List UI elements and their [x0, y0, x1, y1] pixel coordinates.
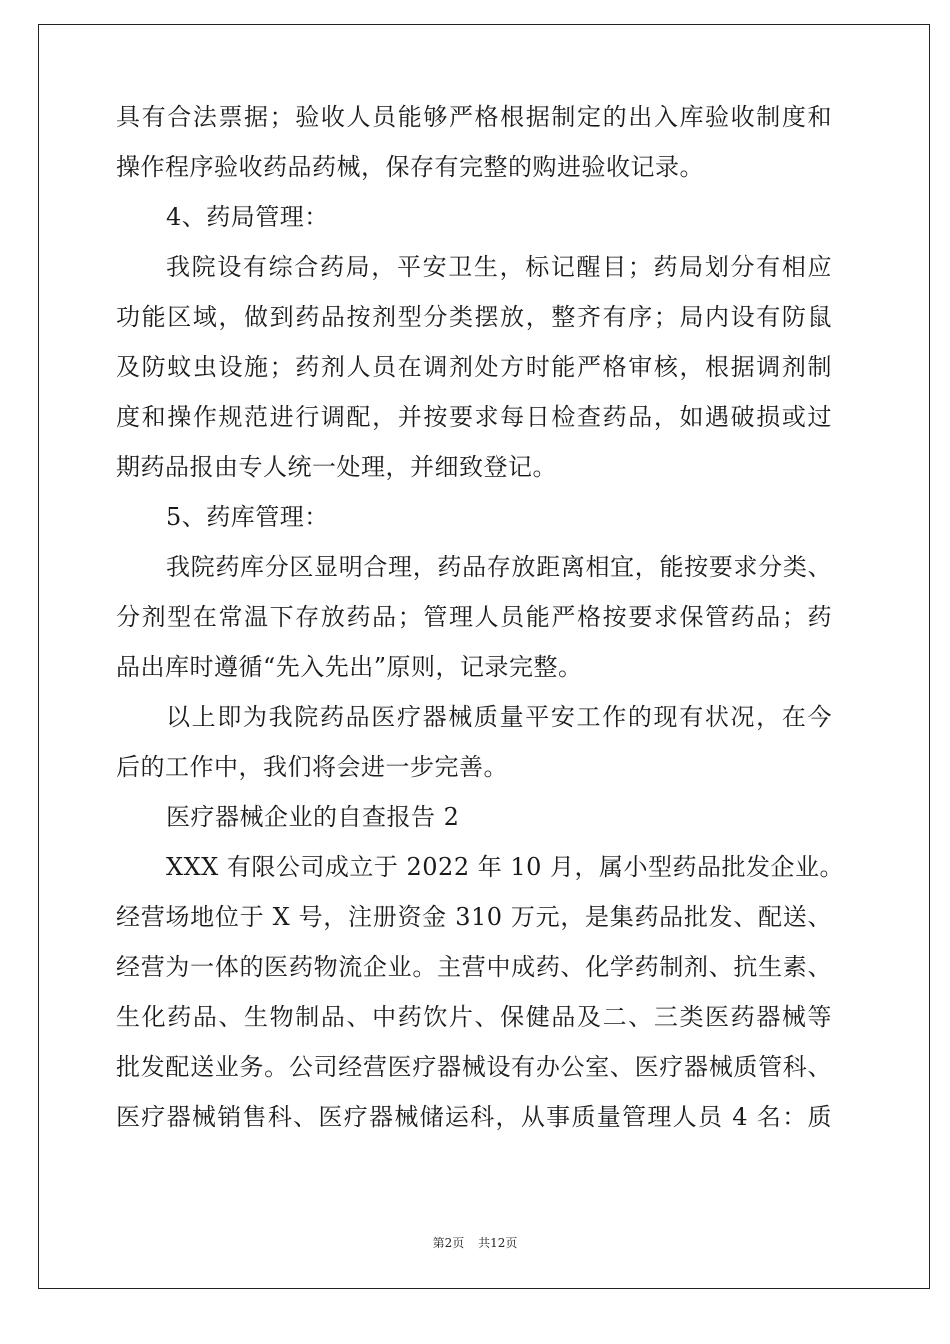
text-line: 经营为一体的医药物流企业。主营中成药、化学药制剂、抗生素、	[116, 953, 832, 981]
page-footer	[0, 1234, 950, 1251]
text-line: 功能区域，做到药品按剂型分类摆放，整齐有序；局内设有防鼠	[116, 303, 832, 331]
report-title: 医疗器械企业的自查报告 2	[166, 803, 460, 831]
document-body	[116, 92, 845, 1142]
text-line: 分剂型在常温下存放药品；管理人员能严格按要求保管药品；药	[116, 603, 832, 631]
text-line: 具有合法票据；验收人员能够严格根据制定的出入库验收制度和	[116, 103, 832, 131]
section-heading: 5、药库管理：	[166, 503, 329, 531]
text-line: 我院设有综合药局，平安卫生，标记醒目；药局划分有相应	[166, 253, 832, 281]
text-line: 经营场地位于 X 号，注册资金 310 万元，是集药品批发、配送、	[116, 903, 832, 931]
page-number: 第2页	[432, 1236, 465, 1250]
text-line: 及防蚊虫设施；药剂人员在调剂处方时能严格审核，根据调剂制	[116, 353, 832, 381]
text-line: 期药品报由专人统一处理，并细致登记。	[116, 453, 557, 481]
text-line: 品出库时遵循“先入先出”原则，记录完整。	[116, 653, 583, 681]
text-line: 医疗器械销售科、医疗器械储运科，从事质量管理人员 4 名：质	[116, 1103, 832, 1131]
text-line: 批发配送业务。公司经营医疗器械设有办公室、医疗器械质管科、	[116, 1053, 832, 1081]
text-line: 操作程序验收药品药械，保存有完整的购进验收记录。	[116, 153, 704, 181]
text-line: 后的工作中，我们将会进一步完善。	[116, 753, 508, 781]
text-line: 我院药库分区显明合理，药品存放距离相宜，能按要求分类、	[166, 553, 832, 581]
text-line: 生化药品、生物制品、中药饮片、保健品及二、三类医药器械等	[116, 1003, 832, 1031]
text-line: 度和操作规范进行调配，并按要求每日检查药品，如遇破损或过	[116, 403, 832, 431]
text-line: 以上即为我院药品医疗器械质量平安工作的现有状况，在今	[166, 703, 832, 731]
section-heading: 4、药局管理：	[166, 203, 329, 231]
text-line: XXX 有限公司成立于 2022 年 10 月，属小型药品批发企业。	[166, 853, 845, 881]
page-total: 共12页	[478, 1236, 518, 1250]
